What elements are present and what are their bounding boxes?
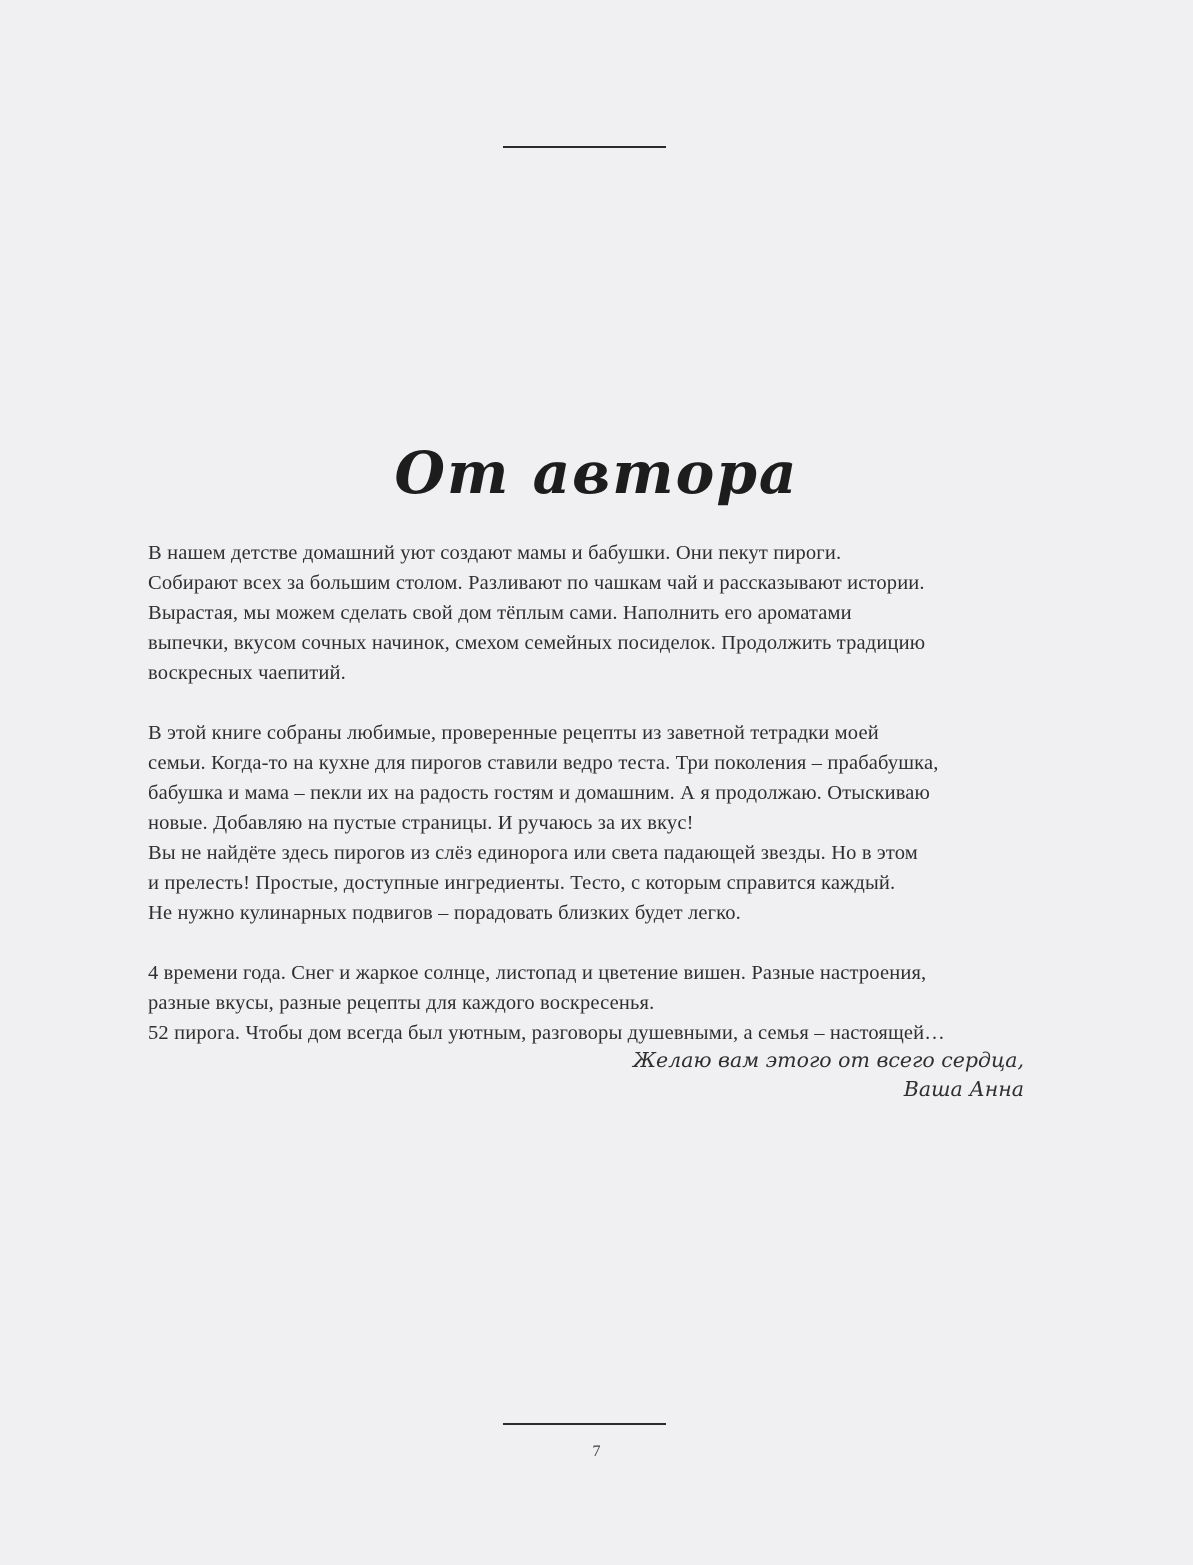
signature-closing: Желаю вам этого от всего сердца, <box>633 1048 1024 1072</box>
page-title: От автора <box>394 438 799 507</box>
text-line: Вы не найдёте здесь пирогов из слёз единорога или света падающей звезды. Но в этом <box>148 842 918 864</box>
paragraph-1 <box>148 538 1024 688</box>
bottom-divider-rule <box>503 1423 666 1425</box>
text-line: 52 пирога. Чтобы дом всегда был уютным, разговоры душевными, а семья – настоящей… <box>148 1022 945 1044</box>
text-line: Вырастая, мы можем сделать свой дом тёплым сами. Наполнить его ароматами <box>148 602 852 624</box>
text-line: и прелесть! Простые, доступные ингредиенты. Тесто, с которым справится каждый. <box>148 872 896 894</box>
text-line: семьи. Когда-то на кухне для пирогов ставили ведро теста. Три поколения – прабабушка, <box>148 752 939 774</box>
body-text-block <box>148 538 1024 1048</box>
text-line: бабушка и мама – пекли их на радость гостям и домашним. А я продолжаю. Отыскиваю <box>148 782 930 804</box>
text-line: 4 времени года. Снег и жаркое солнце, листопад и цветение вишен. Разные настроения, <box>148 962 927 984</box>
top-divider-rule <box>503 146 666 148</box>
text-line: Не нужно кулинарных подвигов – порадовать близких будет легко. <box>148 902 741 924</box>
signature-name: Ваша Анна <box>903 1077 1024 1101</box>
text-line: разные вкусы, разные рецепты для каждого воскресенья. <box>148 992 655 1014</box>
paragraph-2 <box>148 718 1024 928</box>
author-signature <box>148 1046 1024 1104</box>
text-line: воскресных чаепитий. <box>148 662 346 684</box>
text-line: выпечки, вкусом сочных начинок, смехом семейных посиделок. Продолжить традицию <box>148 632 926 654</box>
text-line: Собирают всех за большим столом. Разливают по чашкам чай и рассказывают истории. <box>148 572 925 594</box>
text-line: В нашем детстве домашний уют создают мамы и бабушки. Они пекут пироги. <box>148 542 842 564</box>
text-line: В этой книге собраны любимые, проверенные рецепты из заветной тетрадки моей <box>148 722 879 744</box>
text-line: новые. Добавляю на пустые страницы. И ручаюсь за их вкус! <box>148 812 694 834</box>
page-number: 7 <box>592 1443 601 1460</box>
paragraph-3 <box>148 958 1024 1048</box>
